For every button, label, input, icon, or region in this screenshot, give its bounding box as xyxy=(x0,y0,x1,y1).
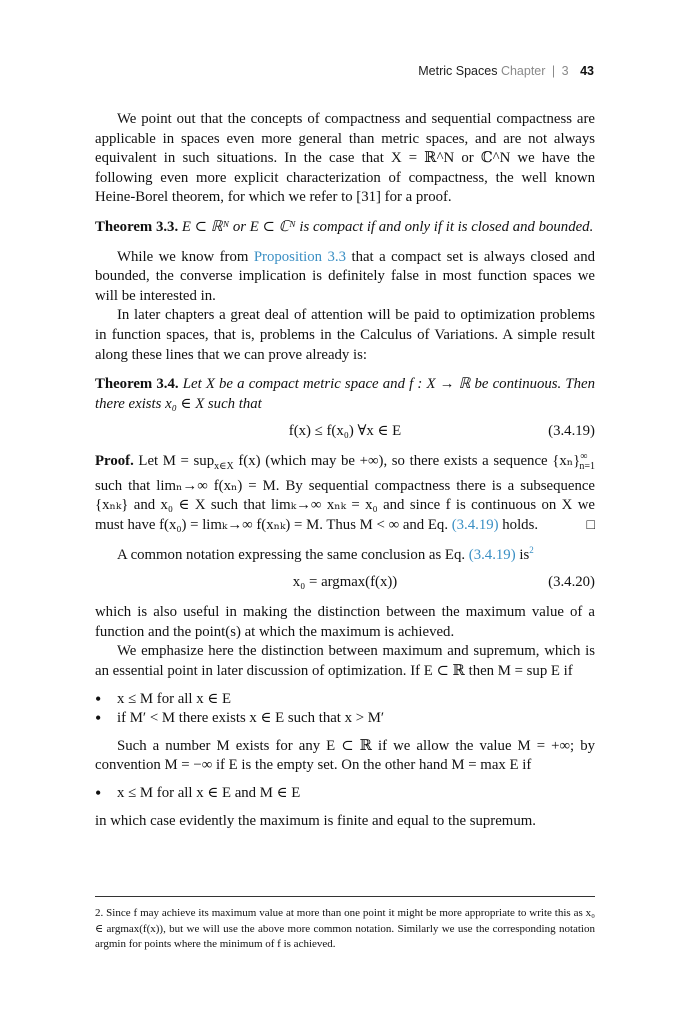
chapter-number: 3 xyxy=(561,64,569,78)
paragraph-converse xyxy=(95,248,595,307)
proof-text-b: f(x) (which may be +∞), so there exists a sequence {xₙ} xyxy=(233,453,581,470)
paragraph-converse-b: that a compact set is always closed and bounded, the converse implication is definitely false in most function spaces we will be interested in. xyxy=(95,248,595,304)
paragraph-argmax-a: A common notation expressing the same conclusion as Eq. xyxy=(117,546,469,563)
proof-block: Proof. Let M = sup$_{x\in X}$ f(x) (which may be +∞), so there exists a sequence $\{x_n\}^\infty_{n=1}$ such that limₙ→∞ f(xₙ) = M. By sequential compactness there is a subsequence {xₙₖ} and x₀ ∈ X such that limₖ→∞ xₙₖ = x₀ and since f is continuous on X we must have f(x₀) = limₖ→∞ f(xₙₖ) = M. Thus M < ∞ and Eq. (3.4.19) holds. □ xyxy=(95,452,595,535)
equation-3-4-20-body: x₀ = argmax(f(x)) xyxy=(292,574,398,591)
equation-3-4-19-number: (3.4.19) xyxy=(548,423,595,440)
chapter-label: Chapter xyxy=(500,64,546,78)
footnote: 2. Since f may achieve its maximum value at more than one point it might be more appropriate to write this as x₀ ∈ argmax(f(x)), but we will use the above more common notation. Similarly we use the corresponding notation argmin for points where the minimum of f is achieved. xyxy=(95,907,595,950)
theorem-3-3 xyxy=(95,218,595,238)
proof-sub: x∈X xyxy=(214,461,234,473)
proof-label: Proof. xyxy=(95,453,134,470)
paragraph-argmax-b: is xyxy=(515,546,530,563)
equation-3-4-20 xyxy=(95,573,595,595)
header-separator: | xyxy=(551,64,556,78)
paragraph-supremum: We emphasize here the distinction between maximum and supremum, which is an essential point in later discussion of optimization. If E ⊂ ℝ then M = sup E if xyxy=(95,643,595,680)
theorem-3-4-text: Let X be a compact metric space and f : X → ℝ be continuous. Then there exists x₀ ∈ X such that xyxy=(95,376,595,412)
main-text xyxy=(95,110,595,831)
equation-3-4-19-body: f(x) ≤ f(x₀) ∀x ∈ E xyxy=(288,423,402,440)
equation-ref-link-1[interactable]: (3.4.19) xyxy=(451,517,499,534)
list-item: • x ≤ M for all x ∈ E xyxy=(95,690,595,710)
proof-text-d: holds. xyxy=(498,517,539,534)
paragraph-max-definition: Such a number M exists for any E ⊂ ℝ if we allow the value M = +∞; by convention M = −∞ if E is the empty set. On the other hand M = max E if xyxy=(95,737,595,774)
paragraph-argmax xyxy=(95,546,595,566)
running-header xyxy=(418,64,594,78)
proof-text-c: such that limₙ→∞ f(xₙ) = M. By sequential compactness there is a subsequence {xₙₖ} and x₀ ∈ X such that limₖ→∞ xₙₖ = x₀ and since f is continuous on X we must have f(x₀) = limₖ→∞ f(xₙₖ) = M. Thus M < ∞ and Eq. xyxy=(95,477,595,534)
supremum-conditions xyxy=(95,690,595,729)
paragraph-conclusion: in which case evidently the maximum is finite and equal to the supremum. xyxy=(95,812,536,829)
proof-text-a: Let M = sup xyxy=(138,453,215,470)
maximum-conditions xyxy=(95,784,595,804)
theorem-3-4 xyxy=(95,375,595,414)
proposition-3-3-link[interactable]: Proposition 3.3 xyxy=(253,248,347,265)
list-item: • if M′ < M there exists x ∈ E such that x > M′ xyxy=(95,709,595,729)
paragraph-compactness: We point out that the concepts of compactness and sequential compactness are applicable in spaces even more general than metric spaces, and are not always equivalent in such situations. In the case that X = ℝ^N or ℂ^N we have the following even more explicit characterization of compactness, the well known Heine-Borel theorem, for which we refer to [31] for a proof. xyxy=(95,111,595,206)
theorem-3-3-text: E ⊂ ℝᴺ or E ⊂ ℂᴺ is compact if and only if it is closed and bounded. xyxy=(181,218,594,235)
footnote-marker[interactable]: 2 xyxy=(529,544,534,555)
theorem-3-4-label: Theorem 3.4. xyxy=(95,376,179,393)
paragraph-converse-a: While we know from xyxy=(117,248,254,265)
list-item: • x ≤ M for all x ∈ E and M ∈ E xyxy=(95,784,595,804)
running-title: Metric Spaces xyxy=(418,64,498,78)
page-number: 43 xyxy=(580,64,594,78)
footnote-rule xyxy=(95,896,595,897)
paragraph-optimization: In later chapters a great deal of attention will be paid to optimization problems in function spaces, that is, problems in the Calculus of Variations. A simple result along these lines that we can prove already is: xyxy=(95,307,595,363)
theorem-3-3-label: Theorem 3.3. xyxy=(95,218,179,235)
paragraph-distinction: which is also useful in making the distinction between the maximum value of a function and the point(s) at which the maximum is achieved. xyxy=(95,604,595,640)
equation-3-4-20-number: (3.4.20) xyxy=(548,574,595,591)
qed-square: □ xyxy=(586,518,595,534)
equation-ref-link-2[interactable]: (3.4.19) xyxy=(468,546,516,563)
equation-3-4-19 xyxy=(95,422,595,444)
